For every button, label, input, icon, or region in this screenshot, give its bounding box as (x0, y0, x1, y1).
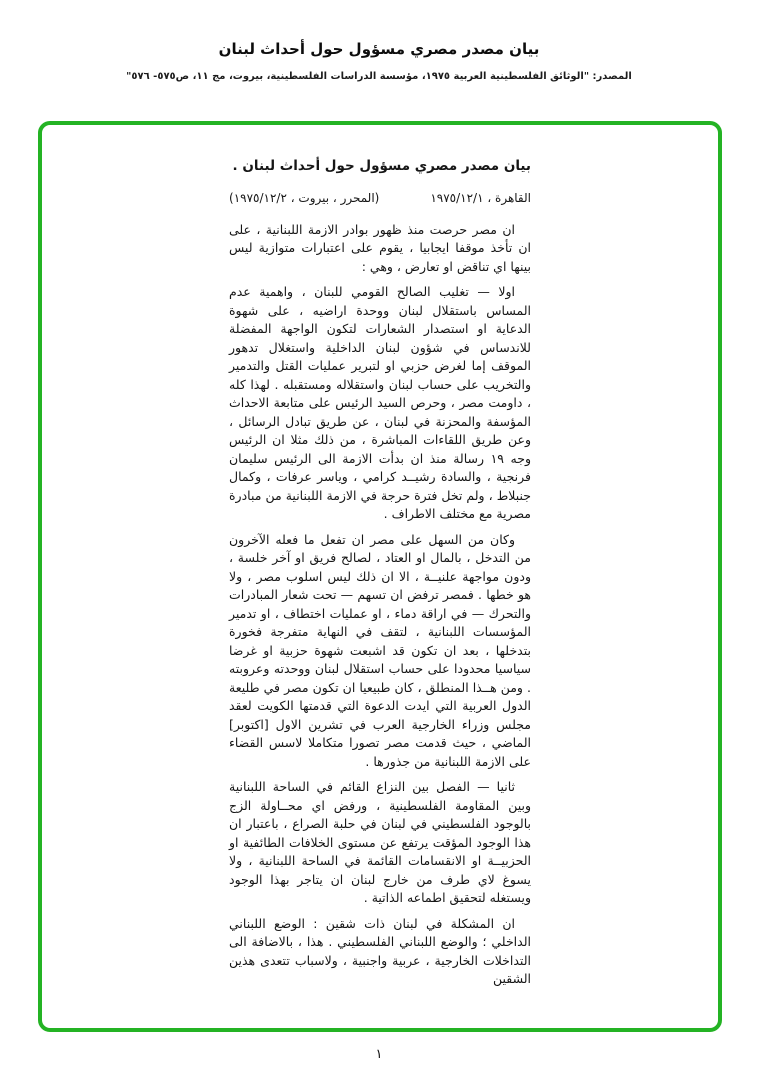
paragraph: وكان من السهل على مصر ان تفعل ما فعله الآخرون من التدخل ، بالمال او العتاد ، لصالح فريق او آخر خلسة ، ودون مواجهة علنيــة ، الا ان ذلك ليس اسلوب مصر ، ولا هو خطها . فمصر ترفض ان تسهم — تحت شعار المبادرات والتحرك — في اراقة دماء ، او عمليات اختطاف ، او تدمير المؤسسات اللبنانية ، لتقف في النهاية متفرجة فخورة بتدخلها ، بعد ان تكون قد اشبعت شهوة حزبية او غرضا سياسيا محدودا على حساب استقلال لبنان ووحدته وعروبته . ومن هــذا المنطلق ، كان طبيعيا ان تكون مصر في طليعة الدول العربية التي ايدت الدعوة التي قدمتها الكويت لعقد مجلس وزراء الخارجية العرب في تشرين الاول [اكتوبر] الماضي ، حيث قدمت مصر تصورا متكاملا لاسس القضاء على الازمة اللبنانية من جذورها . (229, 531, 531, 769)
document-content (229, 157, 531, 989)
paragraph: ثانيا — الفصل بين النزاع القائم في الساحة اللبنانية وبين المقاومة الفلسطينية ، ورفض اي محــاولة الزج بالوجود الفلسطيني في لبنان في حلبة الصراع ، باعتبار ان هذا الوجود المؤقت يرتفع عن مستوى الخلافات الطائفية او الحزبيــة او الانقسامات القائمة في الساحة اللبنانية ، ولا يسوغ لاي طرف من خارج لبنان ان يتاجر بهذا الوجود ويستغله لتحقيق اطماعه الذاتية . (229, 779, 531, 906)
page-number: ١ (375, 1047, 383, 1062)
document-paragraphs (229, 221, 531, 989)
dateline-place-date: القاهرة ، ١٩٧٥/١٢/١ (430, 190, 531, 205)
header-source-line: المصدر: "الوثائق الفلسطينية العربية ١٩٧٥، مؤسسة الدراسات الفلسطينية، بيروت، مج ١١، ص٥٧٥- ٥٧٦" (126, 71, 632, 82)
page-header (0, 0, 758, 82)
paragraph: ان مصر حرصت منذ ظهور بوادر الازمة اللبنانية ، على ان تأخذ موقفا ايجابيا ، يقوم على اعتبارات متوازية ليس بينها اي تناقض او تعارض ، وهي : (229, 221, 531, 274)
paragraph: ان المشكلة في لبنان ذات شقين : الوضع اللبناني الداخلي ؛ والوضع اللبناني الفلسطيني . هذا ، بالاضافة الى التداخلات الخارجية ، عربية واجنبية ، ولاسباب تتعدى هذين الشقين (229, 915, 531, 987)
paragraph: اولا — تغليب الصالح القومي للبنان ، واهمية عدم المساس باستقلال لبنان ووحدة اراضيه ، على شهوة الدعاية او استصدار الشعارات لتكون الواجهة المفضلة للاندساس في شؤون لبنان الداخلية واستغلال تدهور الموقف إما لغرض حزبي او لتبرير عمليات القتل والتدمير والتخريب على حساب لبنان واستقلاله ومستقبله . لهذا كله ، داومت مصر ، وحرص السيد الرئيس على متابعة الاحداث المؤسفة والمحزنة في لبنان ، عن طريق تبادل الرسائل ، وعن طريق اللقاءات المباشرة ، من ذلك مثلا ان الرئيس وجه ١٩ رسالة منذ ان بدأت الازمة الى الرئيس سليمان فرنجية ، والسادة رشيــد كرامي ، وياسر عرفات ، وكمال جنبلاط ، ولم تخل فترة حرجة في الازمة اللبنانية من مبادرة مصرية مع مختلف الاطراف . (229, 284, 531, 522)
document-frame (38, 121, 722, 1032)
document-dateline (229, 190, 531, 208)
dateline-editor-note: (المحرر ، بيروت ، ١٩٧٥/١٢/٢) (229, 190, 380, 205)
header-title: بيان مصدر مصري مسؤول حول أحداث لبنان (218, 40, 540, 58)
document-title: بيان مصدر مصري مسؤول حول أحداث لبنان . (232, 158, 531, 174)
